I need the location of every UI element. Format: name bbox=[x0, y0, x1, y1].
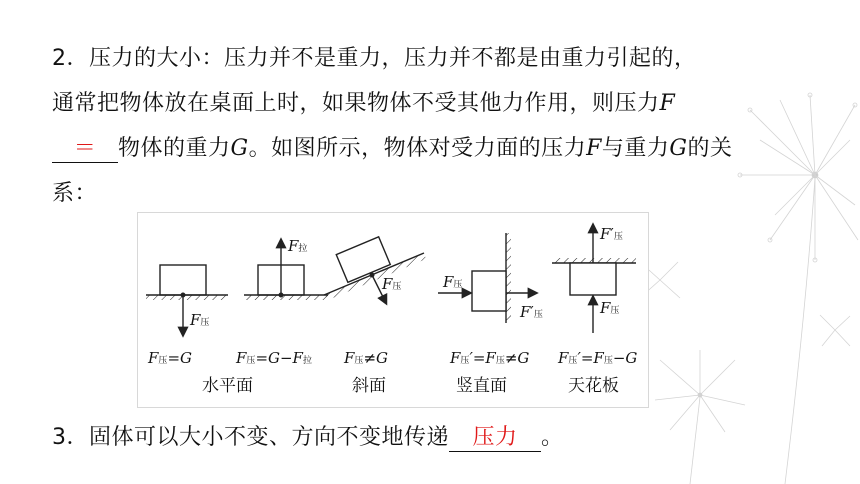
eq-slope: F压≠G bbox=[344, 349, 388, 367]
pressure-force-figure bbox=[137, 212, 649, 408]
item2-line4: 系： bbox=[52, 181, 98, 206]
caption-ceiling: 天花板 bbox=[568, 376, 619, 396]
svg-text:F压: F压 bbox=[382, 275, 402, 293]
item2-line3: ＝ 物体的重力G。如图所示，物体对受力面的压力F与重力G的关 bbox=[52, 134, 732, 164]
answer-blank-1: ＝ bbox=[52, 136, 118, 163]
diagram-pull bbox=[244, 240, 328, 300]
svg-text:F压: F压 bbox=[190, 311, 210, 329]
caption-slope: 斜面 bbox=[352, 376, 386, 396]
diagram-ceiling bbox=[552, 225, 636, 333]
eq-pull: F压=G−F拉 bbox=[236, 349, 312, 367]
item2-line1: 2．压力的大小：压力并不是重力，压力并不都是由重力引起的， bbox=[52, 46, 697, 71]
svg-text:F拉: F拉 bbox=[288, 237, 308, 255]
svg-text:F压: F压 bbox=[600, 299, 620, 317]
item2-line2: 通常把物体放在桌面上时，如果物体不受其他力作用，则压力F bbox=[52, 91, 676, 116]
eq-horizontal: F压=G bbox=[148, 349, 192, 367]
eq-vertical: F压′=F压≠G bbox=[450, 349, 530, 367]
eq-ceiling: F压′=F压−G bbox=[558, 349, 638, 367]
caption-vertical: 竖直面 bbox=[456, 376, 507, 396]
diagram-slope bbox=[324, 237, 426, 303]
svg-text:F压: F压 bbox=[443, 273, 463, 291]
svg-text:F′压: F′压 bbox=[520, 303, 543, 321]
caption-horizontal: 水平面 bbox=[202, 376, 253, 396]
svg-text:F′压: F′压 bbox=[600, 225, 623, 243]
force-diagrams bbox=[138, 213, 648, 407]
answer-blank-2: 压力 bbox=[449, 425, 541, 452]
item3-line: 3．固体可以大小不变、方向不变地传递 压力 。 bbox=[52, 425, 564, 450]
diagram-horizontal bbox=[146, 265, 228, 335]
